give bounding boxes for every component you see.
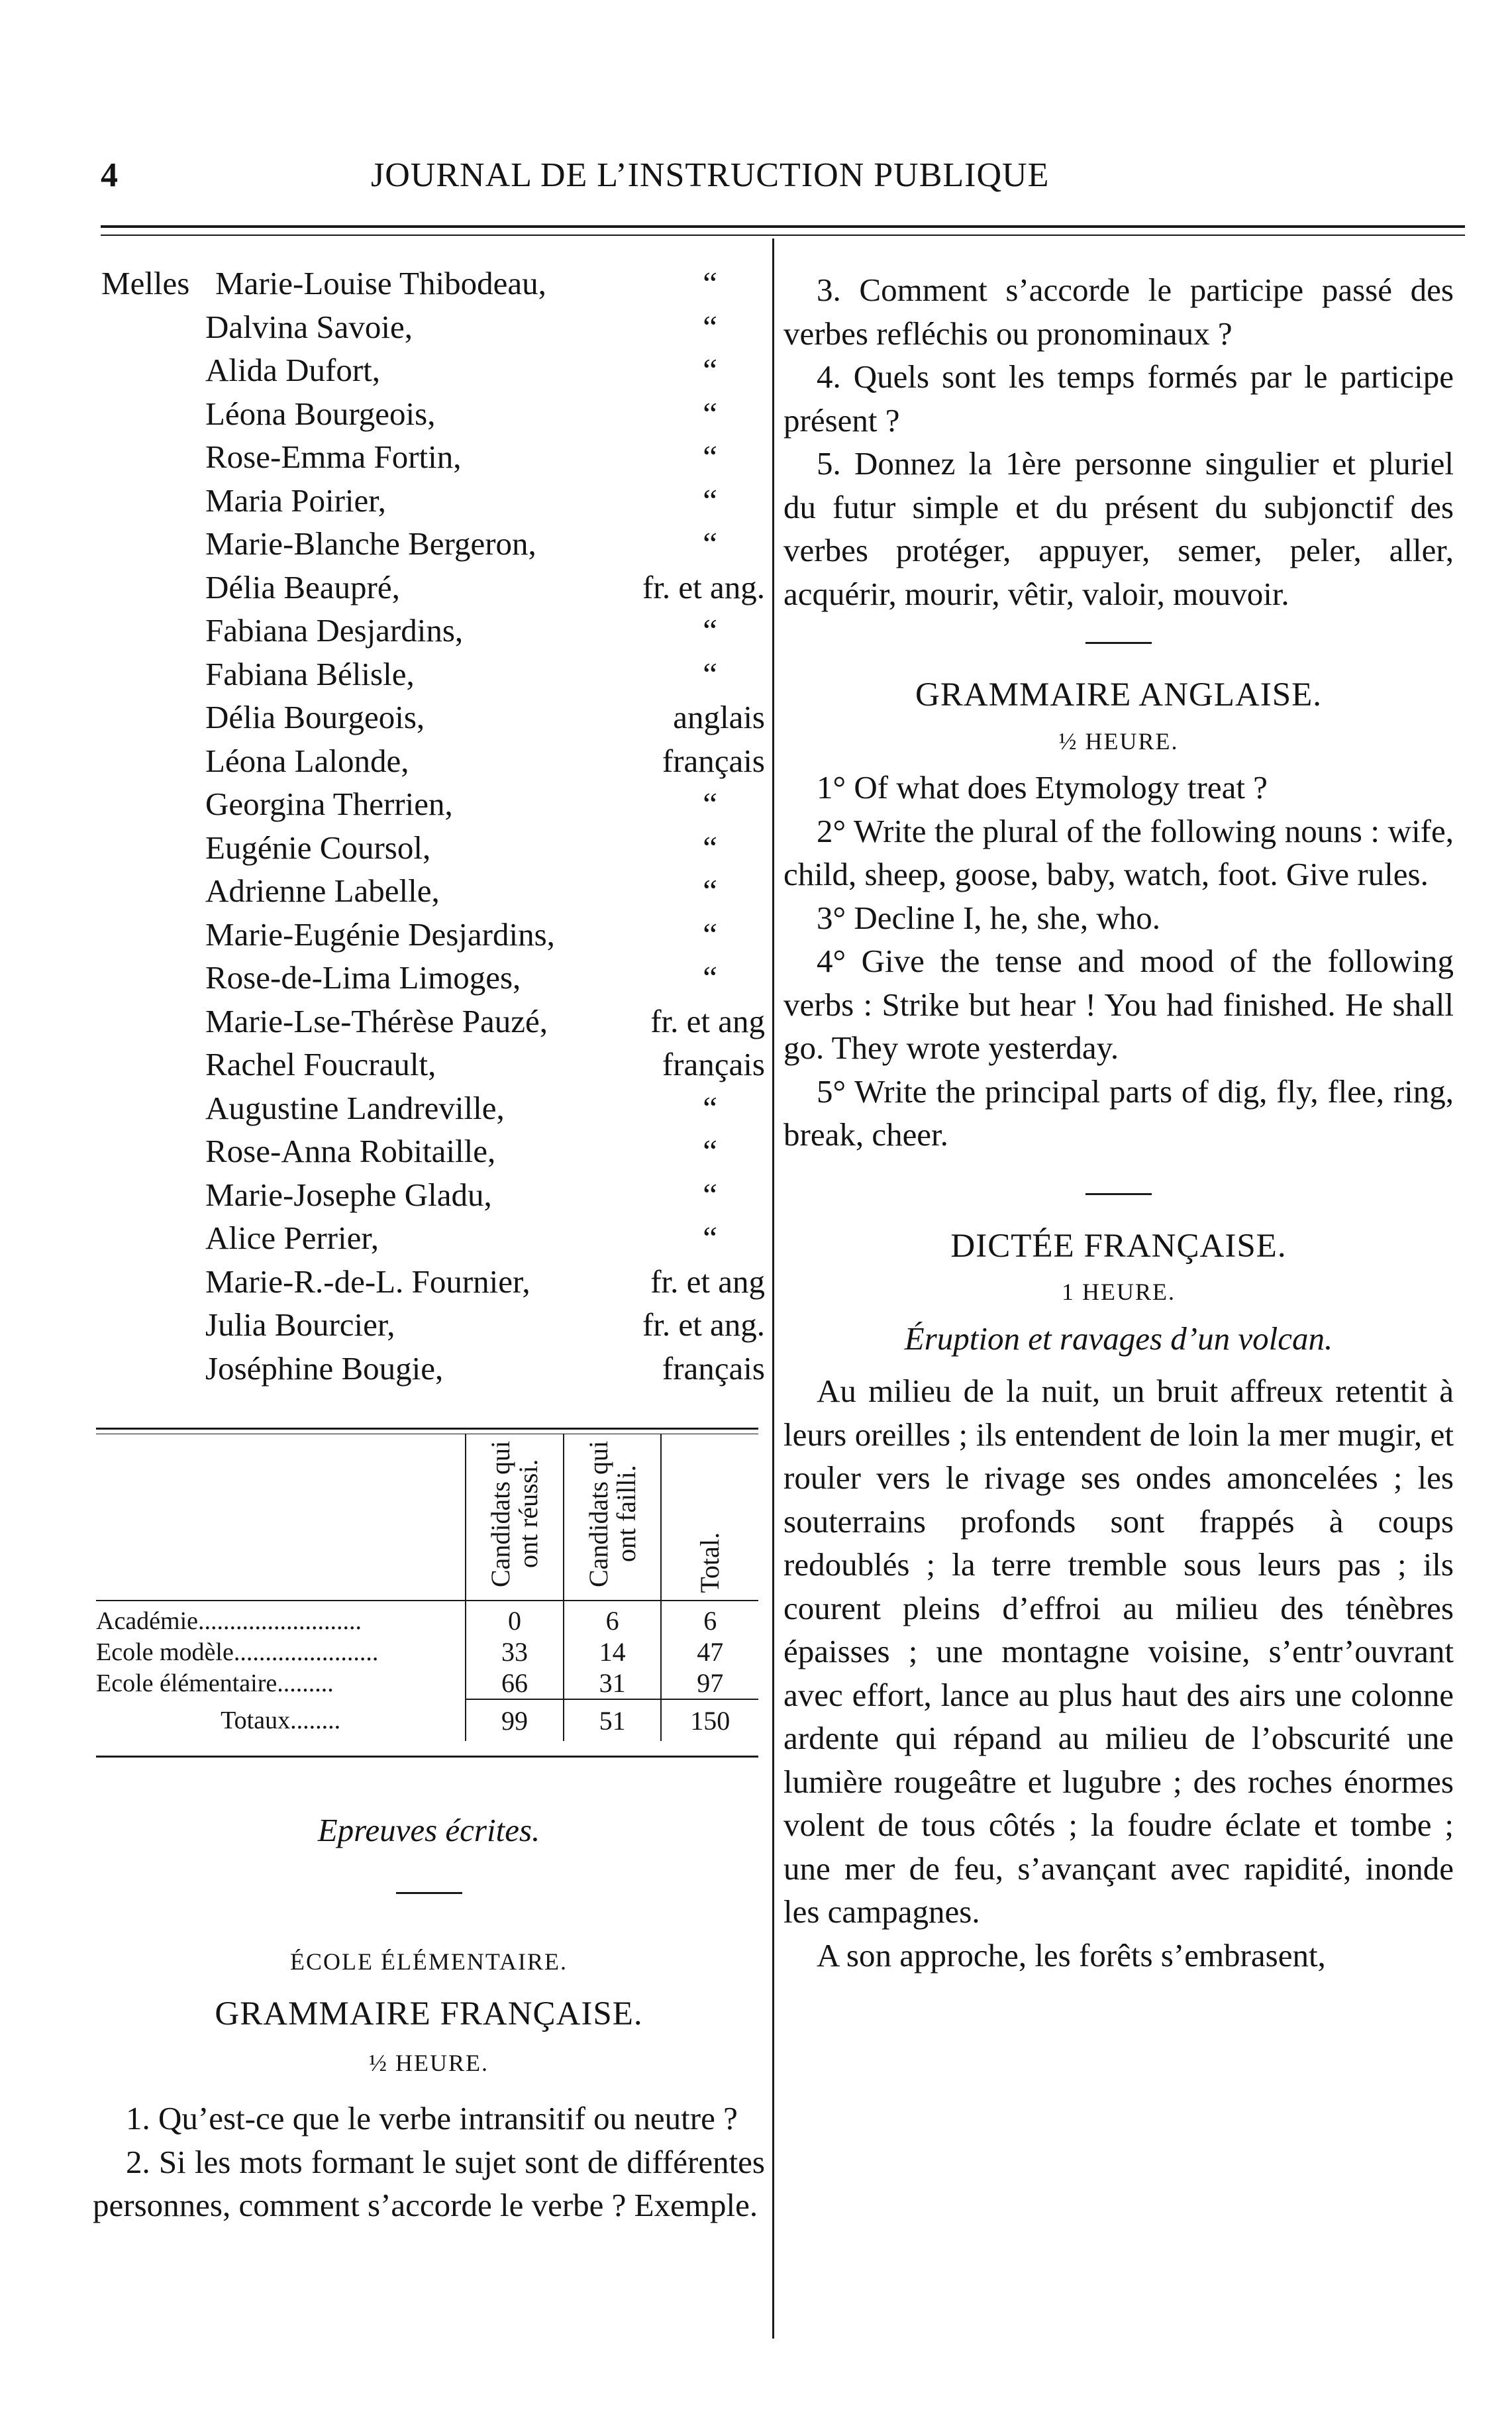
roster-row [96,566,765,609]
subject-value: “ [703,308,717,345]
totals-row [96,1699,758,1741]
candidate-name: Fabiana Desjardins, [205,612,464,649]
candidate-name: Rose-de-Lima Limoges, [205,959,521,996]
candidate-name: Rose-Anna Robitaille, [205,1133,496,1169]
candidate-name: Joséphine Bougie, [205,1349,444,1387]
candidate-name: Alice Perrier, [205,1220,379,1256]
grammar-en-heading: GRAMMAIRE ANGLAISE. [915,676,1323,713]
roster-row [96,956,765,1000]
dictation-heading: DICTÉE FRANÇAISE. [950,1227,1287,1265]
cell-total: 47 [661,1636,758,1667]
subject-value: anglais [673,699,765,735]
section-epreuves: Epreuves écrites. [317,1812,540,1848]
roster-row [96,739,765,783]
col-header-total: Total. [661,1434,758,1601]
table-bottom-rule [96,1756,758,1758]
roster-row [96,435,765,479]
duration-label: 1 HEURE. [1062,1279,1176,1305]
roster-row [96,1130,765,1173]
short-rule [1085,1193,1152,1195]
roster-row [96,1303,765,1347]
page-number: 4 [101,156,118,194]
subject-value: “ [703,959,717,996]
subject-value: “ [703,395,717,432]
subject-value: fr. et ang. [642,1306,765,1343]
question-4: 4. Quels sont les temps formés par le participe présent ? [783,358,1454,439]
cell-passed: 66 [466,1667,564,1699]
grammar-fr-heading: GRAMMAIRE FRANÇAISE. [215,1995,643,2032]
roster-row [96,1347,765,1391]
subject-value: français [662,1349,765,1387]
subject-value: “ [703,786,717,822]
english-question-1: 1° Of what does Etymology treat ? [817,769,1268,806]
candidate-name: Julia Bourcier, [205,1306,395,1343]
roster-row [96,1000,765,1043]
candidate-name: Marie-Josephe Gladu, [205,1176,492,1213]
subject-value: “ [703,1176,717,1213]
question-5: 5. Donnez la 1ère personne singulier et pluriel du futur simple et du présent du subjonctif des verbes protéger, appuyer, semer, peler, aller, acquérir, mourir, vêtir, valoir, mouvoir. [783,445,1454,612]
cell-failed: 31 [564,1667,662,1699]
candidate-name: Léona Lalonde, [205,742,409,779]
candidate-name: Fabiana Bélisle, [205,655,415,692]
duration-label: ½ HEURE. [1058,727,1179,755]
candidate-name: Marie-Eugénie Desjardins, [205,916,555,953]
candidate-name: Augustine Landreville, [205,1089,505,1126]
subject-value: fr. et ang. [642,568,765,606]
roster-row [96,653,765,696]
subject-value: “ [703,1089,717,1126]
candidate-name: Alida Dufort, [205,352,380,388]
subject-value: “ [703,265,717,301]
table-row [96,1636,758,1667]
roster-row [96,522,765,566]
results-table [96,1428,758,1758]
duration-label: ½ HEURE. [369,2049,489,2076]
candidate-name: Marie-Lse-Thérèse Pauzé, [205,1002,548,1039]
candidate-name: Marie-Louise Thibodeau, [215,265,546,301]
roster-row [96,609,765,653]
subject-value: français [662,742,765,779]
roster-row [96,782,765,826]
english-question-3: 3° Decline I, he, she, who. [817,899,1160,936]
subject-value: fr. et ang [650,1002,765,1039]
roster-row [96,826,765,870]
cell-passed: 33 [466,1636,564,1667]
dictation-title: Éruption et ravages d’un volcan. [904,1320,1333,1357]
roster-row [96,479,765,523]
english-question-4: 4° Give the tense and mood of the following verbs : Strike but hear ! You had finished. He shall go. They wrote yesterday. [783,943,1454,1066]
school-level-heading: ÉCOLE ÉLÉMENTAIRE. [289,1948,568,1975]
roster-prefix: Melles [101,265,190,301]
subject-value: “ [703,872,717,909]
col-header-failed: Candidats qui ont failli. [564,1434,662,1601]
subject-value: “ [703,525,717,562]
subject-value: “ [703,1220,717,1256]
row-label: Ecole modèle....................... [96,1638,379,1666]
running-title: JOURNAL DE L’INSTRUCTION PUBLIQUE [371,156,1050,194]
right-column [783,268,1454,1977]
total-passed: 99 [466,1699,564,1741]
candidate-name: Délia Beaupré, [205,568,400,606]
roster-row [96,1173,765,1217]
column-divider [772,238,774,2339]
left-lower-column [93,1809,765,2227]
candidate-name: Marie-R.-de-L. Fournier, [205,1263,530,1300]
roster-row [96,305,765,349]
question-3: 3. Comment s’accorde le participe passé des verbes refléchis ou pronominaux ? [783,272,1454,352]
results-grid [96,1434,758,1741]
question-1: 1. Qu’est-ce que le verbe intransitif ou neutre ? [126,2100,738,2136]
candidate-roster [96,262,765,1390]
candidate-name: Adrienne Labelle, [205,872,440,909]
candidate-name: Marie-Blanche Bergeron, [205,525,536,562]
subject-value: “ [703,916,717,953]
row-label: Ecole élémentaire......... [96,1669,334,1697]
candidate-name: Rose-Emma Fortin, [205,439,462,475]
roster-row [96,869,765,913]
cell-passed: 0 [466,1605,564,1636]
cell-failed: 14 [564,1636,662,1667]
roster-row [96,913,765,957]
candidate-name: Dalvina Savoie, [205,308,413,345]
roster-row [96,392,765,436]
subject-value: “ [703,612,717,649]
table-row [96,1605,758,1636]
total-total: 150 [661,1699,758,1741]
candidate-name: Maria Poirier, [205,482,386,519]
dictation-paragraph: Au milieu de la nuit, un bruit affreux retentit à leurs oreilles ; ils entendent de loin la mer mugir, et rouler vers le rivage ses ondes amoncelées ; les souterrains profonds sont frappés à coups redoublés ; la terre tremble sous leurs pas ; ils courent pleins d’effroi au milieu des ténèbres épaisses ; une montagne voisine, s’entr’ouvrant avec effort, lance au plus haut des airs une colonne ardente qui répand au milieu de l’obscurité une lumière rougeâtre et lugubre ; des roches énormes volent de tous côtés ; la foudre éclate et tombe ; une mer de feu, s’avançant avec rapidité, inonde les campagnes. [783,1373,1454,1930]
row-label: Académie.......................... [96,1607,362,1635]
cell-failed: 6 [564,1605,662,1636]
roster-row [96,1216,765,1260]
english-question-5: 5° Write the principal parts of dig, fly, flee, ring, break, cheer. [783,1073,1454,1153]
subject-value: “ [703,439,717,475]
subject-value: “ [703,829,717,866]
subject-value: “ [703,352,717,388]
subject-value: français [662,1046,765,1082]
roster-row [96,262,765,305]
candidate-name: Georgina Therrien, [205,786,453,822]
candidate-name: Eugénie Coursol, [205,829,431,866]
candidate-name: Rachel Foucrault, [205,1046,436,1082]
roster-row [96,696,765,739]
cell-total: 6 [661,1605,758,1636]
subject-value: “ [703,482,717,519]
question-2: 2. Si les mots formant le sujet sont de différentes personnes, comment s’accorde le verbe ? Exemple. [93,2143,765,2223]
subject-value: fr. et ang [650,1263,765,1300]
roster-row [96,1086,765,1130]
subject-value: “ [703,1133,717,1169]
dictation-paragraph: A son approche, les forêts s’embrasent, [817,1936,1326,1974]
cell-total: 97 [661,1667,758,1699]
roster-row [96,1260,765,1304]
total-failed: 51 [564,1699,662,1741]
totals-label: Totaux........ [221,1706,341,1734]
table-top-rule [96,1428,758,1434]
candidate-name: Léona Bourgeois, [205,395,436,432]
col-header-passed: Candidats qui ont réussi. [466,1434,564,1601]
table-row [96,1667,758,1699]
roster-row [96,1043,765,1086]
short-rule [1085,642,1152,644]
header-rule [101,225,1465,236]
short-rule [396,1892,462,1894]
english-question-2: 2° Write the plural of the following nouns : wife, child, sheep, goose, baby, watch, foot. Give rules. [783,812,1454,892]
subject-value: “ [703,655,717,692]
left-column [96,262,765,1390]
candidate-name: Délia Bourgeois, [205,699,425,735]
roster-row [96,348,765,392]
